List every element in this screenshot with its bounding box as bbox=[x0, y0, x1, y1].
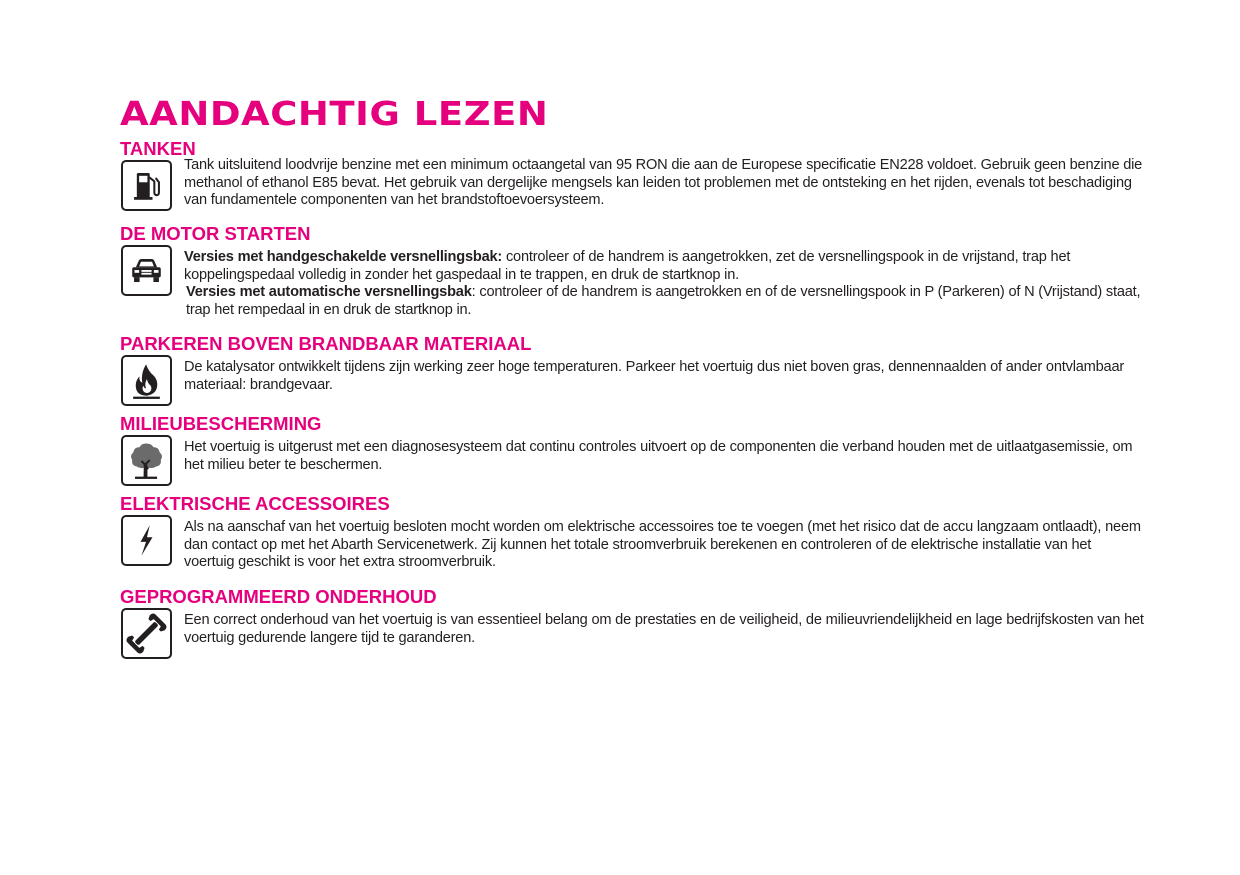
section-text: Tank uitsluitend loodvrije benzine met een minimum octaangetal van 95 RON die aan de Europese specificatie EN228 voldoet. Gebruik geen benzine die methanol of ethanol E85 bevat. Het gebruik van dergelijke mengsels kan leiden tot problemen met de ontsteking en het rijden, evenals tot beschadiging van fundamentele componenten van het brandstoftoevoersysteem. bbox=[184, 157, 1143, 209]
automatic-gearbox-label: Versies met automatische versnellingsbak bbox=[186, 284, 472, 301]
automatic-gearbox-text: : controleer of de handrem is aangetrokken en of de versnellingspook in P (Parkeren) of N (Vrijstand) staat, trap het rempedaal in en druk de startknop in. bbox=[186, 284, 1141, 318]
section-heading: ELEKTRISCHE ACCESSOIRES bbox=[120, 493, 390, 514]
section-text: De katalysator ontwikkelt tijdens zijn werking zeer hoge temperaturen. Parkeer het voertuig dus niet boven gras, dennennaalden of ander ontvlambaar materiaal: brandgevaar. bbox=[184, 359, 1125, 393]
manual-gearbox-text: controleer of de handrem is aangetrokken, zet de versnellingspook in de vrijstand, trap het koppelingspedaal volledig in zonder het gaspedaal in te trappen, en druk de startknop in. bbox=[184, 249, 1071, 283]
section-heading: DE MOTOR STARTEN bbox=[120, 223, 311, 244]
flame-icon bbox=[121, 355, 172, 406]
section-text: Als na aanschaf van het voertuig besloten mocht worden om elektrische accessoires toe te voegen (met het risico dat de accu langzaam ontlaadt), neem dan contact op met het Abarth Servicenetwerk. Zij kunnen het totale stroomverbruik berekenen en controleren of de elektrische installatie van het voertuig geschikt is voor het extra stroomverbruik. bbox=[184, 519, 1141, 571]
section-geprogrammeerd-onderhoud bbox=[120, 586, 1150, 646]
section-parkeren bbox=[120, 333, 1150, 393]
automatic-gearbox-paragraph bbox=[184, 284, 1144, 319]
manual-gearbox-paragraph bbox=[184, 249, 1144, 284]
section-heading: MILIEUBESCHERMING bbox=[120, 413, 322, 434]
section-text: Het voertuig is uitgerust met een diagnosesysteem dat continu controles uitvoert op de componenten die verband houden met de uitlaatgasemissie, om het milieu beter te beschermen. bbox=[184, 439, 1133, 473]
section-milieubescherming bbox=[120, 413, 1150, 473]
section-motor-starten bbox=[120, 223, 1150, 318]
section-text: Een correct onderhoud van het voertuig is van essentieel belang om de prestaties en de veiligheid, de milieuvriendelijkheid en lage bedrijfskosten van het voertuig gedurende langere tijd te garanderen. bbox=[184, 612, 1144, 646]
tree-icon bbox=[121, 435, 172, 486]
section-heading: PARKEREN BOVEN BRANDBAAR MATERIAAL bbox=[120, 333, 532, 354]
section-elektrische-accessoires bbox=[120, 493, 1150, 571]
lightning-bolt-icon bbox=[121, 515, 172, 566]
section-heading: GEPROGRAMMEERD ONDERHOUD bbox=[120, 586, 437, 607]
manual-gearbox-label: Versies met handgeschakelde versnellingsbak: bbox=[184, 249, 503, 265]
page-title: AANDACHTIG LEZEN bbox=[120, 94, 549, 133]
car-front-icon bbox=[121, 245, 172, 296]
section-heading: TANKEN bbox=[120, 138, 196, 159]
wrench-icon bbox=[121, 608, 172, 659]
section-tanken bbox=[120, 138, 1150, 209]
section-text bbox=[184, 249, 1144, 319]
fuel-pump-icon bbox=[121, 160, 172, 211]
